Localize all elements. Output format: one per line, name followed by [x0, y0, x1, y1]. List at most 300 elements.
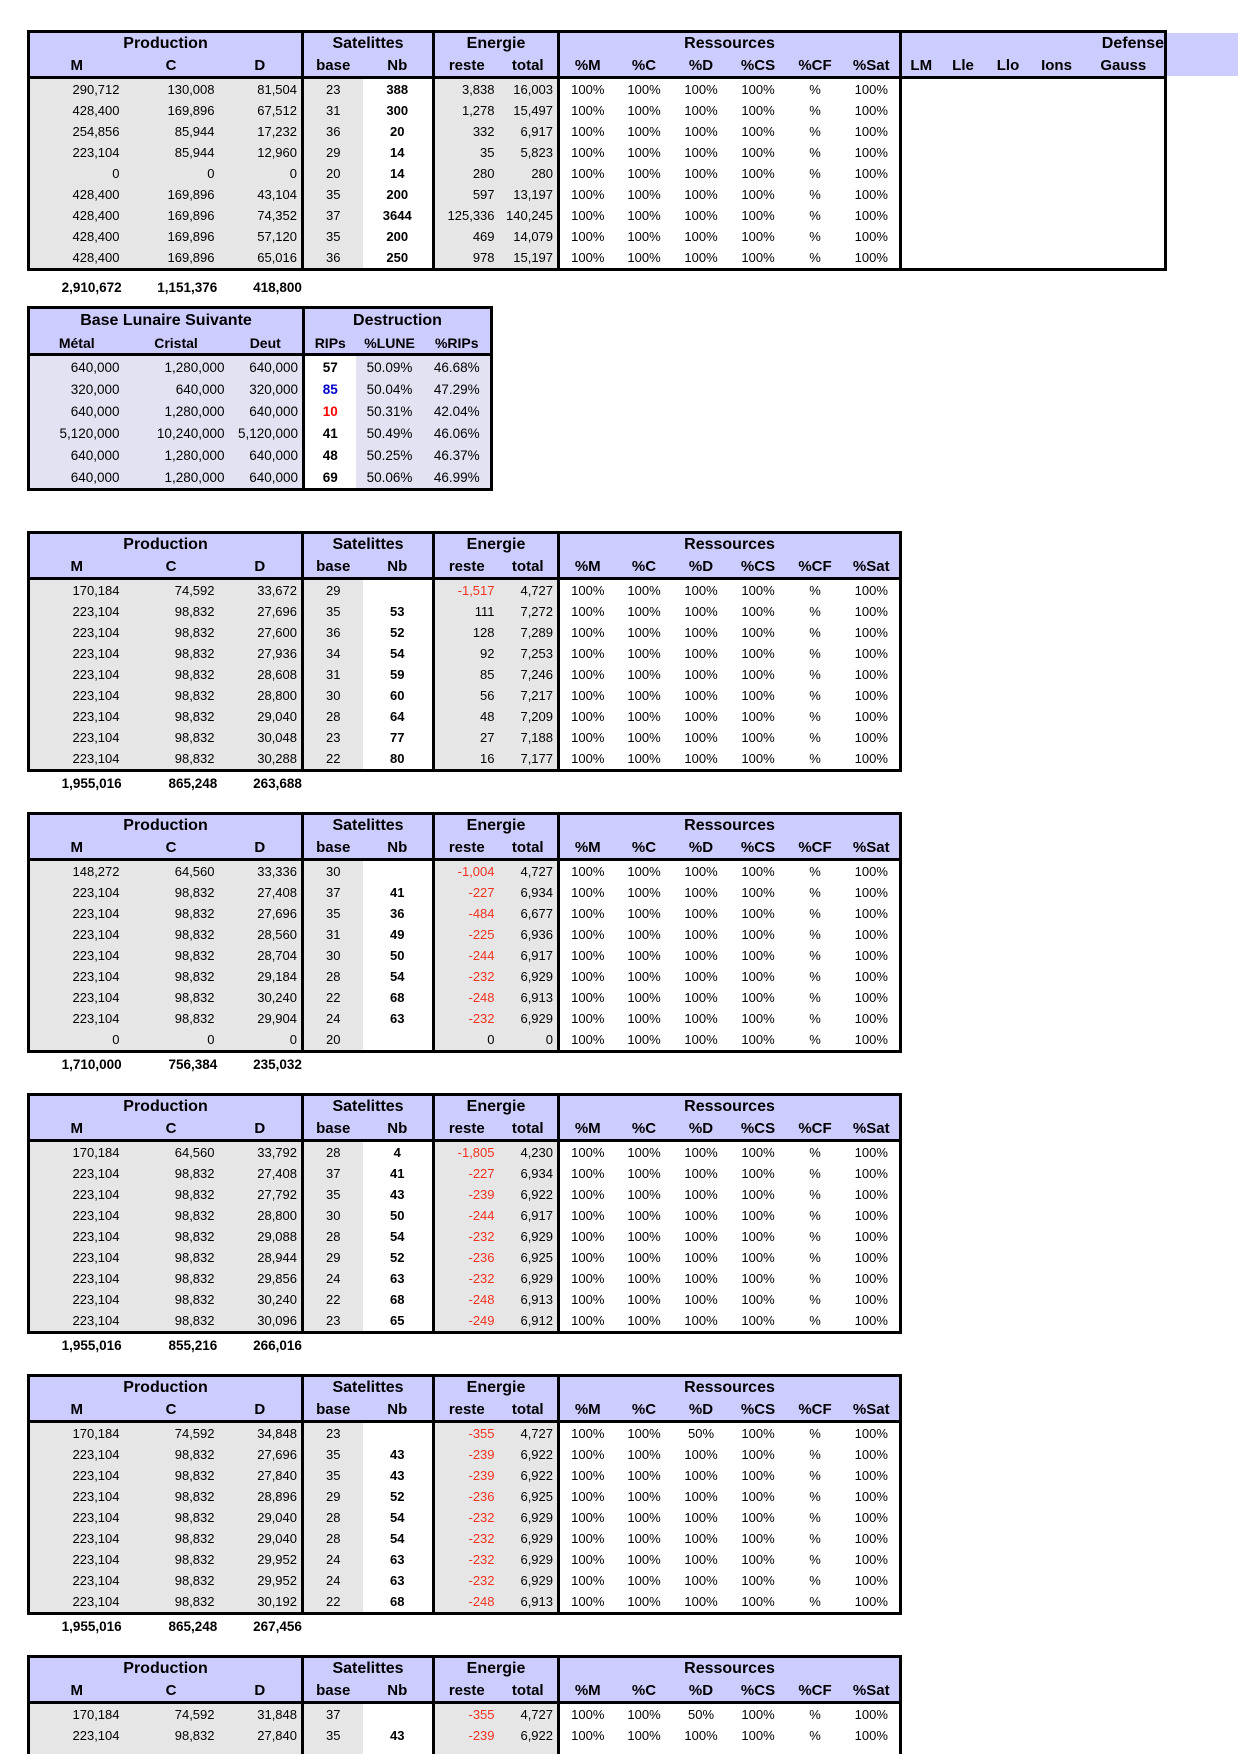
col-deut[interactable]: Deut	[229, 332, 304, 355]
d-cell[interactable]: 31,848	[219, 1703, 303, 1726]
total-cell[interactable]: 7,246	[499, 664, 559, 685]
base-cell[interactable]: 23	[303, 727, 363, 748]
col-pct-c[interactable]: %C	[616, 556, 673, 579]
col-pct-cf[interactable]: %CF	[787, 556, 844, 579]
bls-prips-cell[interactable]: 42.04%	[424, 400, 492, 422]
bls-prips-cell[interactable]: 47.29%	[424, 378, 492, 400]
pct-c-cell[interactable]: 100%	[616, 121, 673, 142]
nb-cell[interactable]: 36	[363, 903, 434, 924]
pct-c-cell[interactable]: 100%	[616, 903, 673, 924]
pct-sat-cell[interactable]: 100%	[844, 1268, 901, 1289]
energie-title[interactable]: Energie	[434, 32, 559, 56]
col-prips[interactable]: %RIPs	[424, 332, 492, 355]
d-cell[interactable]: 17,232	[219, 121, 303, 142]
d-cell[interactable]: 28,608	[219, 664, 303, 685]
base-cell[interactable]: 28	[303, 1528, 363, 1549]
total-cell[interactable]: 7,177	[499, 748, 559, 771]
c-cell[interactable]: 85,944	[124, 142, 219, 163]
pct-m-cell[interactable]: 100%	[559, 1289, 616, 1310]
def-gauss-cell[interactable]	[1083, 226, 1166, 247]
pct-d-cell[interactable]: 100%	[673, 1310, 730, 1333]
pct-c-cell[interactable]: 100%	[616, 1268, 673, 1289]
base-cell[interactable]: 30	[303, 685, 363, 706]
def-llo-cell[interactable]	[986, 226, 1031, 247]
pct-m-cell[interactable]: 100%	[559, 1507, 616, 1528]
col-cristal[interactable]: Cristal	[124, 332, 229, 355]
m-cell[interactable]: 223,104	[29, 1465, 124, 1486]
m-cell[interactable]: 223,104	[29, 966, 124, 987]
pct-sat-cell[interactable]: 100%	[844, 1570, 901, 1591]
pct-c-cell[interactable]: 100%	[616, 622, 673, 643]
pct-c-cell[interactable]: 100%	[616, 1141, 673, 1164]
base-cell[interactable]: 29	[303, 1486, 363, 1507]
pct-cs-cell[interactable]: 100%	[730, 727, 787, 748]
pct-d-cell[interactable]: 100%	[673, 727, 730, 748]
col-base[interactable]: base	[303, 837, 363, 860]
m-cell[interactable]: 428,400	[29, 184, 124, 205]
c-cell[interactable]: 98,832	[124, 685, 219, 706]
pct-cs-cell[interactable]: 100%	[730, 1570, 787, 1591]
pct-d-cell[interactable]: 100%	[673, 121, 730, 142]
pct-cf-cell[interactable]: %	[787, 1422, 844, 1445]
nb-cell[interactable]	[363, 1422, 434, 1445]
nb-cell[interactable]	[363, 1703, 434, 1726]
d-cell[interactable]: 27,936	[219, 643, 303, 664]
nb-cell[interactable]: 43	[363, 1465, 434, 1486]
pct-cf-cell[interactable]: %	[787, 1591, 844, 1614]
total-cell[interactable]: 15,197	[499, 247, 559, 270]
d-cell[interactable]: 30,288	[219, 748, 303, 771]
pct-sat-cell[interactable]: 100%	[844, 945, 901, 966]
bls-deut-cell[interactable]: 5,120,000	[229, 422, 304, 444]
total-cell[interactable]: 13,197	[499, 184, 559, 205]
c-cell[interactable]: 98,832	[124, 601, 219, 622]
bls-rips-cell[interactable]: 85	[304, 378, 356, 400]
m-cell[interactable]: 428,400	[29, 226, 124, 247]
reste-cell[interactable]: -248	[434, 1289, 499, 1310]
bls-rips-cell[interactable]: 69	[304, 466, 356, 490]
nb-cell[interactable]: 60	[363, 685, 434, 706]
pct-sat-cell[interactable]: 100%	[844, 882, 901, 903]
pct-m-cell[interactable]: 100%	[559, 1486, 616, 1507]
col-pct-cf[interactable]: %CF	[787, 55, 844, 78]
reste-cell[interactable]: -227	[434, 882, 499, 903]
col-pct-cf[interactable]: %CF	[787, 1680, 844, 1703]
pct-c-cell[interactable]: 100%	[616, 966, 673, 987]
ressources-title[interactable]: Ressources	[559, 1657, 901, 1681]
reste-cell[interactable]: 56	[434, 685, 499, 706]
c-cell[interactable]: 0	[124, 1029, 219, 1052]
pct-cf-cell[interactable]: %	[787, 987, 844, 1008]
col-total[interactable]: total	[499, 1680, 559, 1703]
pct-cf-cell[interactable]: %	[787, 1184, 844, 1205]
pct-c-cell[interactable]: 100%	[616, 1226, 673, 1247]
pct-c-cell[interactable]: 100%	[616, 1570, 673, 1591]
col-total[interactable]: total	[499, 837, 559, 860]
c-cell[interactable]: 130,008	[124, 78, 219, 101]
base-cell[interactable]: 22	[303, 1591, 363, 1614]
def-lle-cell[interactable]	[941, 184, 986, 205]
d-cell[interactable]: 0	[219, 1029, 303, 1052]
c-cell[interactable]: 98,832	[124, 1163, 219, 1184]
pct-cs-cell[interactable]: 100%	[730, 1184, 787, 1205]
pct-sat-cell[interactable]: 100%	[844, 1163, 901, 1184]
nb-cell[interactable]: 50	[363, 945, 434, 966]
base-cell[interactable]: 28	[303, 706, 363, 727]
pct-d-cell[interactable]: 100%	[673, 1725, 730, 1746]
pct-sat-cell[interactable]: 100%	[844, 1422, 901, 1445]
base-cell[interactable]: 31	[303, 100, 363, 121]
total-cell[interactable]: 6,677	[499, 903, 559, 924]
ressources-title[interactable]: Ressources	[559, 1095, 901, 1119]
c-cell[interactable]: 169,896	[124, 226, 219, 247]
pct-d-cell[interactable]: 100%	[673, 1465, 730, 1486]
pct-c-cell[interactable]: 100%	[616, 1029, 673, 1052]
base-cell[interactable]: 29	[303, 579, 363, 602]
base-cell[interactable]: 30	[303, 945, 363, 966]
energie-title[interactable]: Energie	[434, 1095, 559, 1119]
def-lle-cell[interactable]	[941, 247, 986, 270]
base-cell[interactable]	[303, 1746, 363, 1754]
pct-d-cell[interactable]: 100%	[673, 1163, 730, 1184]
col-nb[interactable]: Nb	[363, 1680, 434, 1703]
pct-cf-cell[interactable]: %	[787, 727, 844, 748]
pct-d-cell[interactable]: 100%	[673, 987, 730, 1008]
pct-m-cell[interactable]: 100%	[559, 601, 616, 622]
m-cell[interactable]: 223,104	[29, 685, 124, 706]
pct-sat-cell[interactable]: 100%	[844, 860, 901, 883]
bls-lune-cell[interactable]: 50.31%	[356, 400, 424, 422]
c-cell[interactable]: 169,896	[124, 205, 219, 226]
pct-m-cell[interactable]: 100%	[559, 1549, 616, 1570]
col-d[interactable]: D	[219, 1118, 303, 1141]
nb-cell[interactable]: 59	[363, 664, 434, 685]
d-cell[interactable]: 27,696	[219, 903, 303, 924]
m-cell[interactable]: 223,104	[29, 622, 124, 643]
pct-sat-cell[interactable]: 100%	[844, 1549, 901, 1570]
total-cell[interactable]: 7,209	[499, 706, 559, 727]
base-cell[interactable]: 37	[303, 1703, 363, 1726]
energie-title[interactable]: Energie	[434, 1376, 559, 1400]
pct-sat-cell[interactable]: 100%	[844, 1528, 901, 1549]
bls-cristal-cell[interactable]: 1,280,000	[124, 355, 229, 379]
reste-cell[interactable]: -244	[434, 1205, 499, 1226]
d-cell[interactable]: 29,040	[219, 1507, 303, 1528]
col-base[interactable]: base	[303, 1399, 363, 1422]
pct-m-cell[interactable]: 100%	[559, 1029, 616, 1052]
reste-cell[interactable]: 978	[434, 247, 499, 270]
satellites-title[interactable]: Satelittes	[303, 1095, 434, 1119]
def-lm-cell[interactable]	[901, 142, 941, 163]
pct-cf-cell[interactable]: %	[787, 1226, 844, 1247]
pct-c-cell[interactable]: 100%	[616, 1703, 673, 1726]
nb-cell[interactable]: 4	[363, 1141, 434, 1164]
nb-cell[interactable]: 52	[363, 622, 434, 643]
m-cell[interactable]: 223,104	[29, 1310, 124, 1333]
col-ions[interactable]: Ions	[1031, 55, 1083, 78]
total-cell[interactable]: 6,929	[499, 1226, 559, 1247]
col-reste[interactable]: reste	[434, 837, 499, 860]
m-cell[interactable]: 223,104	[29, 664, 124, 685]
total-cell[interactable]: 4,230	[499, 1141, 559, 1164]
pct-sat-cell[interactable]: 100%	[844, 643, 901, 664]
d-cell[interactable]: 27,600	[219, 622, 303, 643]
total-cell[interactable]: 16,003	[499, 78, 559, 101]
pct-cf-cell[interactable]: %	[787, 685, 844, 706]
bls-lune-cell[interactable]: 50.04%	[356, 378, 424, 400]
def-llo-cell[interactable]	[986, 205, 1031, 226]
def-gauss-cell[interactable]	[1083, 247, 1166, 270]
reste-cell[interactable]: 85	[434, 664, 499, 685]
pct-c-cell[interactable]: 100%	[616, 100, 673, 121]
pct-d-cell[interactable]: 100%	[673, 205, 730, 226]
col-pct-cs[interactable]: %CS	[730, 1399, 787, 1422]
pct-cs-cell[interactable]: 100%	[730, 205, 787, 226]
pct-c-cell[interactable]: 100%	[616, 945, 673, 966]
nb-cell[interactable]: 68	[363, 1591, 434, 1614]
pct-cf-cell[interactable]: %	[787, 643, 844, 664]
nb-cell[interactable]: 63	[363, 1268, 434, 1289]
d-cell[interactable]: 81,504	[219, 78, 303, 101]
def-ions-cell[interactable]	[1031, 205, 1083, 226]
pct-d-cell[interactable]: 100%	[673, 1184, 730, 1205]
col-total[interactable]: total	[499, 556, 559, 579]
pct-cf-cell[interactable]: %	[787, 1703, 844, 1726]
d-cell[interactable]: 29,952	[219, 1570, 303, 1591]
pct-d-cell[interactable]: 100%	[673, 1507, 730, 1528]
reste-cell[interactable]: -355	[434, 1422, 499, 1445]
pct-cf-cell[interactable]: %	[787, 860, 844, 883]
pct-cs-cell[interactable]: 100%	[730, 1226, 787, 1247]
pct-c-cell[interactable]: 100%	[616, 748, 673, 771]
total-cell[interactable]: 6,925	[499, 1486, 559, 1507]
col-c[interactable]: C	[124, 1680, 219, 1703]
pct-cs-cell[interactable]: 100%	[730, 1703, 787, 1726]
d-cell[interactable]: 30,240	[219, 987, 303, 1008]
d-cell[interactable]: 30,192	[219, 1591, 303, 1614]
energie-title[interactable]: Energie	[434, 533, 559, 557]
pct-cs-cell[interactable]: 100%	[730, 184, 787, 205]
total-cell[interactable]: 6,929	[499, 1008, 559, 1029]
pct-d-cell[interactable]: 50%	[673, 1703, 730, 1726]
pct-m-cell[interactable]: 100%	[559, 121, 616, 142]
d-cell[interactable]: 29,904	[219, 1008, 303, 1029]
pct-c-cell[interactable]: 100%	[616, 205, 673, 226]
nb-cell[interactable]: 52	[363, 1486, 434, 1507]
base-cell[interactable]: 23	[303, 1310, 363, 1333]
bls-lune-cell[interactable]: 50.09%	[356, 355, 424, 379]
nb-cell[interactable]: 80	[363, 748, 434, 771]
d-cell[interactable]: 29,040	[219, 1528, 303, 1549]
reste-cell[interactable]: 469	[434, 226, 499, 247]
pct-m-cell[interactable]: 100%	[559, 685, 616, 706]
pct-cf-cell[interactable]: %	[787, 1163, 844, 1184]
bls-deut-cell[interactable]: 640,000	[229, 355, 304, 379]
base-cell[interactable]: 36	[303, 121, 363, 142]
col-d[interactable]: D	[219, 55, 303, 78]
def-lle-cell[interactable]	[941, 78, 986, 101]
def-lle-cell[interactable]	[941, 121, 986, 142]
pct-d-cell[interactable]: 100%	[673, 924, 730, 945]
reste-cell[interactable]: -227	[434, 1163, 499, 1184]
pct-m-cell[interactable]: 100%	[559, 1591, 616, 1614]
c-cell[interactable]: 64,560	[124, 860, 219, 883]
pct-c-cell[interactable]: 100%	[616, 1528, 673, 1549]
pct-m-cell[interactable]	[559, 1746, 616, 1754]
d-cell[interactable]: 65,016	[219, 247, 303, 270]
m-cell[interactable]: 170,184	[29, 1141, 124, 1164]
reste-cell[interactable]: 0	[434, 1029, 499, 1052]
total-cell[interactable]: 4,727	[499, 1703, 559, 1726]
bls-cristal-cell[interactable]: 1,280,000	[124, 400, 229, 422]
pct-cs-cell[interactable]: 100%	[730, 1163, 787, 1184]
base-cell[interactable]: 24	[303, 1268, 363, 1289]
pct-m-cell[interactable]: 100%	[559, 1444, 616, 1465]
pct-sat-cell[interactable]: 100%	[844, 121, 901, 142]
total-cell[interactable]: 14,079	[499, 226, 559, 247]
pct-cs-cell[interactable]: 100%	[730, 1205, 787, 1226]
pct-m-cell[interactable]: 100%	[559, 1008, 616, 1029]
col-pct-cf[interactable]: %CF	[787, 1399, 844, 1422]
base-cell[interactable]: 20	[303, 1029, 363, 1052]
reste-cell[interactable]: 128	[434, 622, 499, 643]
nb-cell[interactable]: 54	[363, 1528, 434, 1549]
d-cell[interactable]: 27,696	[219, 1444, 303, 1465]
pct-cf-cell[interactable]: %	[787, 706, 844, 727]
col-c[interactable]: C	[124, 1118, 219, 1141]
col-nb[interactable]: Nb	[363, 55, 434, 78]
col-d[interactable]: D	[219, 1680, 303, 1703]
pct-c-cell[interactable]: 100%	[616, 579, 673, 602]
col-m[interactable]: M	[29, 837, 124, 860]
c-cell[interactable]: 98,832	[124, 1310, 219, 1333]
pct-cs-cell[interactable]: 100%	[730, 1247, 787, 1268]
reste-cell[interactable]: -248	[434, 1591, 499, 1614]
pct-d-cell[interactable]: 100%	[673, 142, 730, 163]
reste-cell[interactable]: 111	[434, 601, 499, 622]
pct-m-cell[interactable]: 100%	[559, 748, 616, 771]
pct-cs-cell[interactable]	[730, 1746, 787, 1754]
base-cell[interactable]: 22	[303, 987, 363, 1008]
m-cell[interactable]: 223,104	[29, 748, 124, 771]
m-cell[interactable]: 223,104	[29, 601, 124, 622]
pct-cs-cell[interactable]: 100%	[730, 748, 787, 771]
bls-metal-cell[interactable]: 320,000	[29, 378, 124, 400]
pct-m-cell[interactable]: 100%	[559, 664, 616, 685]
pct-c-cell[interactable]: 100%	[616, 1549, 673, 1570]
d-cell[interactable]: 28,704	[219, 945, 303, 966]
total-cell[interactable]: 6,929	[499, 1528, 559, 1549]
nb-cell[interactable]: 43	[363, 1184, 434, 1205]
pct-cf-cell[interactable]: %	[787, 882, 844, 903]
pct-c-cell[interactable]: 100%	[616, 1486, 673, 1507]
nb-cell[interactable]: 63	[363, 1008, 434, 1029]
total-cell[interactable]: 7,289	[499, 622, 559, 643]
base-cell[interactable]: 20	[303, 163, 363, 184]
pct-c-cell[interactable]: 100%	[616, 1205, 673, 1226]
c-cell[interactable]: 98,832	[124, 1289, 219, 1310]
total-cell[interactable]: 6,934	[499, 1163, 559, 1184]
pct-d-cell[interactable]: 100%	[673, 1247, 730, 1268]
pct-cs-cell[interactable]: 100%	[730, 664, 787, 685]
col-pct-c[interactable]: %C	[616, 1118, 673, 1141]
pct-d-cell[interactable]: 100%	[673, 1268, 730, 1289]
c-cell[interactable]	[124, 1746, 219, 1754]
reste-cell[interactable]: 16	[434, 748, 499, 771]
pct-sat-cell[interactable]: 100%	[844, 664, 901, 685]
pct-m-cell[interactable]: 100%	[559, 1141, 616, 1164]
pct-c-cell[interactable]: 100%	[616, 1008, 673, 1029]
pct-cs-cell[interactable]: 100%	[730, 1268, 787, 1289]
c-cell[interactable]: 169,896	[124, 100, 219, 121]
d-cell[interactable]: 33,792	[219, 1141, 303, 1164]
col-pct-sat[interactable]: %Sat	[844, 1680, 901, 1703]
pct-m-cell[interactable]: 100%	[559, 226, 616, 247]
c-cell[interactable]: 98,832	[124, 1226, 219, 1247]
pct-sat-cell[interactable]: 100%	[844, 1029, 901, 1052]
pct-cs-cell[interactable]: 100%	[730, 945, 787, 966]
col-lle[interactable]: Lle	[941, 55, 986, 78]
col-pct-c[interactable]: %C	[616, 55, 673, 78]
nb-cell[interactable]: 52	[363, 1247, 434, 1268]
d-cell[interactable]: 43,104	[219, 184, 303, 205]
pct-cs-cell[interactable]: 100%	[730, 1725, 787, 1746]
reste-cell[interactable]: -239	[434, 1444, 499, 1465]
pct-m-cell[interactable]: 100%	[559, 882, 616, 903]
total-d-cell[interactable]: 263,688	[221, 772, 306, 794]
pct-m-cell[interactable]: 100%	[559, 1247, 616, 1268]
def-lm-cell[interactable]	[901, 247, 941, 270]
pct-sat-cell[interactable]: 100%	[844, 1591, 901, 1614]
nb-cell[interactable]: 20	[363, 121, 434, 142]
nb-cell[interactable]: 200	[363, 226, 434, 247]
base-cell[interactable]: 37	[303, 1163, 363, 1184]
m-cell[interactable]: 428,400	[29, 100, 124, 121]
pct-sat-cell[interactable]: 100%	[844, 748, 901, 771]
col-rips[interactable]: RIPs	[304, 332, 356, 355]
pct-m-cell[interactable]: 100%	[559, 1528, 616, 1549]
pct-c-cell[interactable]: 100%	[616, 1725, 673, 1746]
nb-cell[interactable]	[363, 860, 434, 883]
pct-c-cell[interactable]: 100%	[616, 1591, 673, 1614]
pct-sat-cell[interactable]: 100%	[844, 78, 901, 101]
energie-title[interactable]: Energie	[434, 1657, 559, 1681]
pct-sat-cell[interactable]: 100%	[844, 142, 901, 163]
total-m-cell[interactable]: 1,710,000	[27, 1053, 126, 1075]
pct-sat-cell[interactable]: 100%	[844, 1310, 901, 1333]
pct-cf-cell[interactable]: %	[787, 1289, 844, 1310]
pct-m-cell[interactable]: 100%	[559, 945, 616, 966]
def-llo-cell[interactable]	[986, 247, 1031, 270]
pct-c-cell[interactable]: 100%	[616, 1289, 673, 1310]
satellites-title[interactable]: Satelittes	[303, 533, 434, 557]
pct-sat-cell[interactable]: 100%	[844, 1247, 901, 1268]
nb-cell[interactable]: 300	[363, 100, 434, 121]
col-nb[interactable]: Nb	[363, 556, 434, 579]
total-cell[interactable]: 6,913	[499, 1591, 559, 1614]
d-cell[interactable]: 28,896	[219, 1486, 303, 1507]
bls-rips-cell[interactable]: 10	[304, 400, 356, 422]
pct-sat-cell[interactable]: 100%	[844, 706, 901, 727]
pct-m-cell[interactable]: 100%	[559, 142, 616, 163]
pct-sat-cell[interactable]	[844, 1746, 901, 1754]
pct-c-cell[interactable]: 100%	[616, 601, 673, 622]
total-cell[interactable]: 5,823	[499, 142, 559, 163]
pct-c-cell[interactable]: 100%	[616, 226, 673, 247]
col-pct-sat[interactable]: %Sat	[844, 55, 901, 78]
pct-c-cell[interactable]: 100%	[616, 643, 673, 664]
nb-cell[interactable]: 200	[363, 184, 434, 205]
